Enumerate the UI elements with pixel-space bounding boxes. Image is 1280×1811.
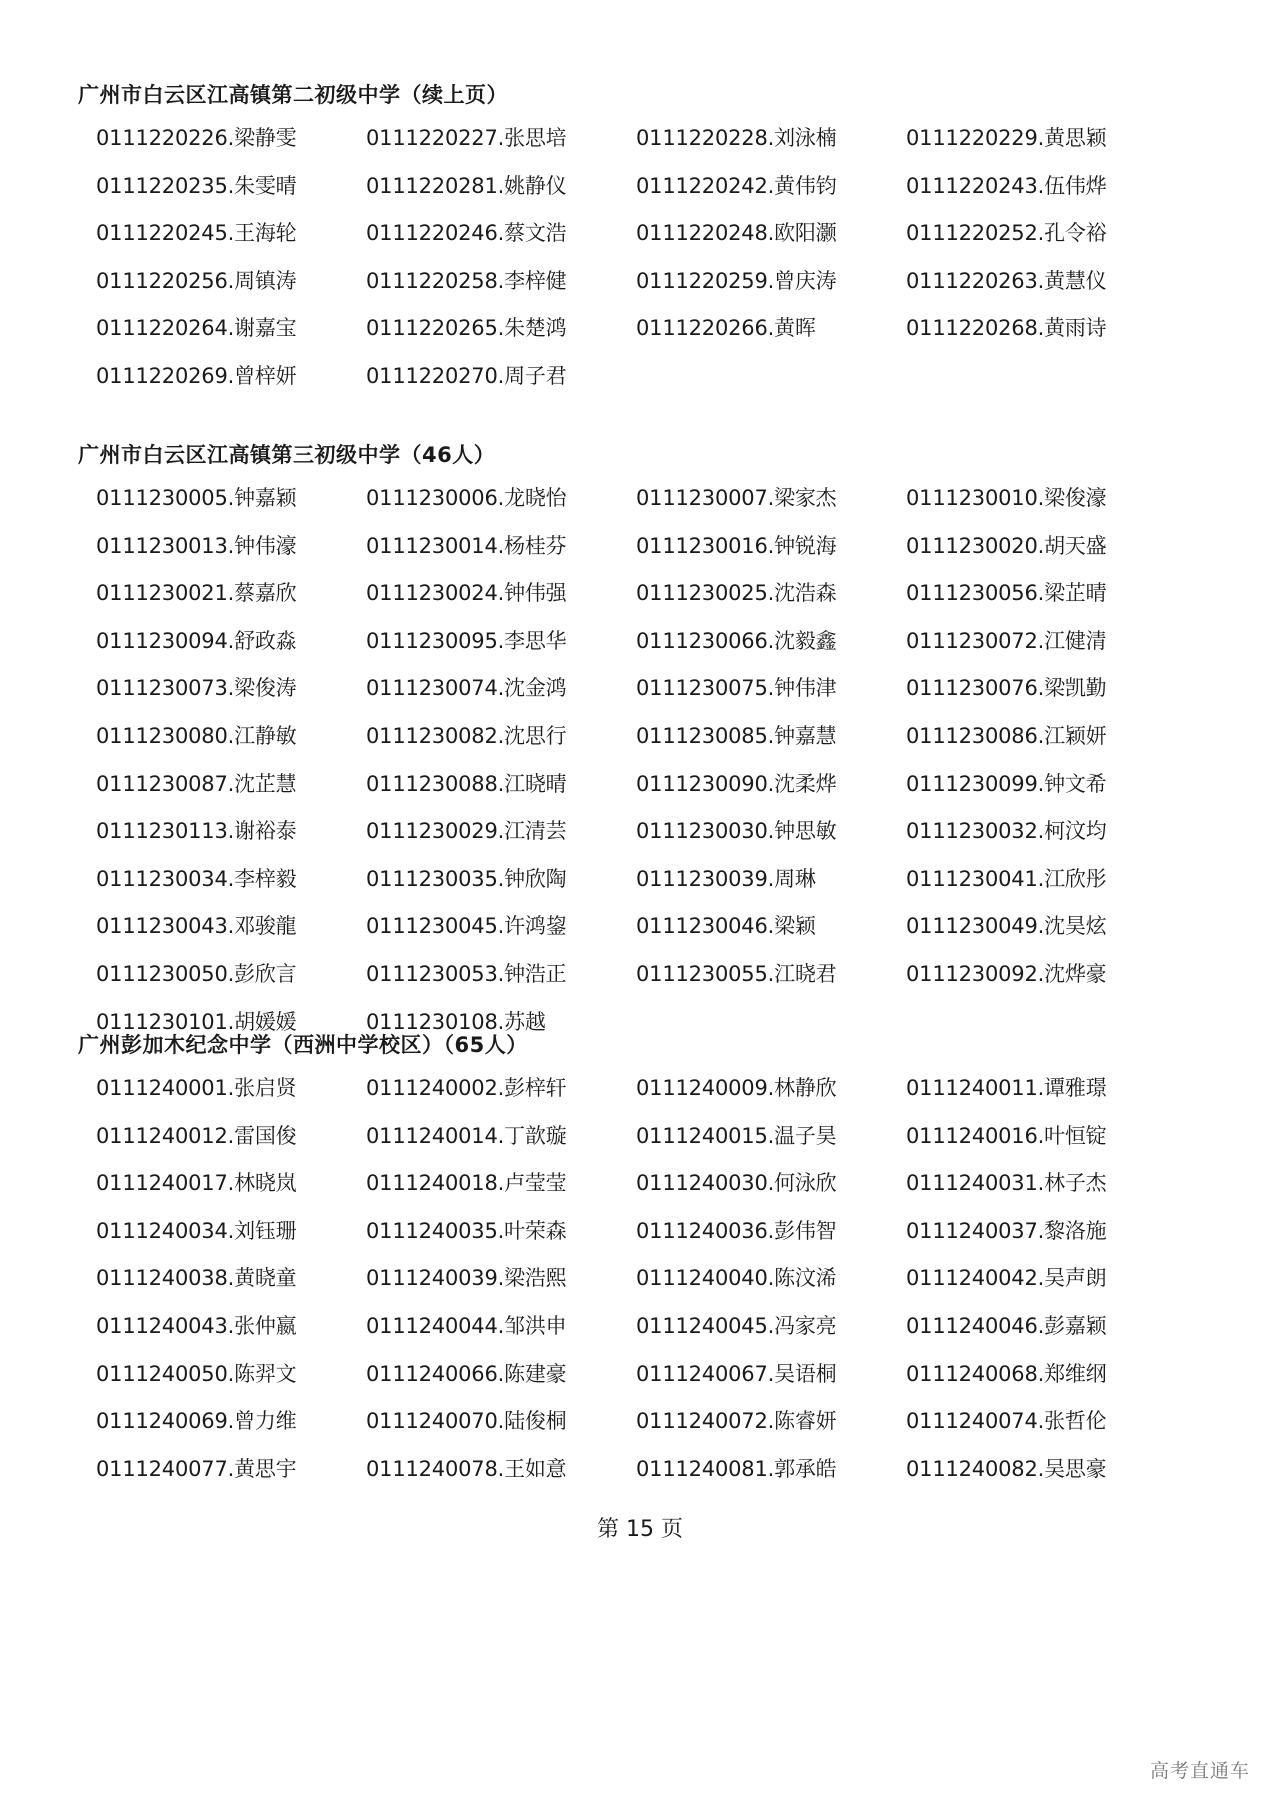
student-grid — [96, 475, 1196, 1046]
student-entry: 0111230080.江静敏 — [96, 723, 297, 748]
student-row — [96, 1113, 1196, 1161]
student-entry: 0111230013.钟伟濠 — [96, 533, 297, 558]
student-entry: 0111220229.黄思颖 — [906, 126, 1107, 150]
student-row — [96, 475, 1196, 523]
student-row — [96, 163, 1196, 211]
student-entry: 0111230025.沈浩森 — [636, 581, 837, 606]
student-entry: 0111220263.黄慧仪 — [906, 268, 1107, 293]
student-row — [96, 761, 1196, 809]
student-entry: 0111240074.张哲伦 — [906, 1409, 1107, 1434]
student-row — [96, 713, 1196, 761]
student-entry: 0111240081.郭承皓 — [636, 1456, 837, 1481]
student-entry: 0111220256.周镇涛 — [96, 268, 297, 293]
student-entry: 0111230095.李思华 — [366, 628, 567, 653]
student-entry: 0111230086.江颖妍 — [906, 723, 1107, 748]
student-row — [96, 903, 1196, 951]
student-row — [96, 1303, 1196, 1351]
student-grid — [96, 1065, 1196, 1493]
student-entry: 0111230074.沈金鸿 — [366, 676, 567, 701]
student-entry: 0111220258.李梓健 — [366, 268, 567, 293]
student-entry: 0111230094.舒政淼 — [96, 628, 297, 653]
student-entry: 0111240078.王如意 — [366, 1456, 567, 1481]
student-entry: 0111230006.龙晓怡 — [366, 486, 567, 510]
student-entry: 0111220226.梁静雯 — [96, 126, 297, 150]
section-heading: 广州彭加木纪念中学（西洲中学校区）（65人） — [78, 1033, 528, 1057]
student-entry: 0111230041.江欣彤 — [906, 866, 1107, 891]
student-entry: 0111240050.陈羿文 — [96, 1361, 297, 1386]
student-entry: 0111240077.黄思宇 — [96, 1456, 297, 1481]
student-entry: 0111220266.黄晖 — [636, 316, 816, 341]
student-entry: 0111230045.许鸿鋆 — [366, 914, 567, 939]
student-row — [96, 618, 1196, 666]
student-entry: 0111230108.苏越 — [366, 1009, 546, 1034]
student-entry: 0111240016.叶恒锭 — [906, 1123, 1107, 1148]
student-entry: 0111240042.吴声朗 — [906, 1266, 1107, 1291]
student-entry: 0111220246.蔡文浩 — [366, 221, 567, 246]
student-row — [96, 856, 1196, 904]
student-entry: 0111220242.黄伟钧 — [636, 173, 837, 198]
student-entry: 0111220252.孔令裕 — [906, 221, 1107, 246]
student-row — [96, 1160, 1196, 1208]
student-entry: 0111230029.江清芸 — [366, 819, 567, 844]
student-entry: 0111230043.邓骏龍 — [96, 914, 297, 939]
student-row — [96, 1398, 1196, 1446]
student-entry: 0111230039.周琳 — [636, 866, 816, 891]
student-entry: 0111240009.林静欣 — [636, 1076, 837, 1100]
student-entry: 0111230014.杨桂芬 — [366, 533, 567, 558]
student-row — [96, 1446, 1196, 1494]
student-row — [96, 951, 1196, 999]
student-entry: 0111230087.沈芷慧 — [96, 771, 297, 796]
student-row — [96, 1065, 1196, 1113]
student-entry: 0111230032.柯汶均 — [906, 819, 1107, 844]
watermark: 高考直通车 — [1149, 1760, 1250, 1782]
student-entry: 0111240082.吴思豪 — [906, 1456, 1107, 1481]
student-entry: 0111220270.周子君 — [366, 363, 567, 388]
student-entry: 0111220248.欧阳灏 — [636, 221, 837, 246]
student-grid — [96, 115, 1196, 401]
student-entry: 0111240046.彭嘉颖 — [906, 1313, 1107, 1338]
student-entry: 0111240070.陆俊桐 — [366, 1409, 567, 1434]
student-entry: 0111230066.沈毅鑫 — [636, 628, 837, 653]
student-entry: 0111230050.彭欣言 — [96, 961, 297, 986]
student-entry: 0111240038.黄晓童 — [96, 1266, 297, 1291]
student-row — [96, 1351, 1196, 1399]
student-entry: 0111220259.曾庆涛 — [636, 268, 837, 293]
student-entry: 0111240067.吴语桐 — [636, 1361, 837, 1386]
student-entry: 0111220227.张思培 — [366, 126, 567, 150]
student-entry: 0111240035.叶荣森 — [366, 1218, 567, 1243]
student-entry: 0111240018.卢莹莹 — [366, 1171, 567, 1196]
student-entry: 0111240030.何泳欣 — [636, 1171, 837, 1196]
student-entry: 0111230073.梁俊涛 — [96, 676, 297, 701]
student-entry: 0111230007.梁家杰 — [636, 486, 837, 510]
student-row — [96, 570, 1196, 618]
student-entry: 0111230072.江健清 — [906, 628, 1107, 653]
student-entry: 0111240066.陈建豪 — [366, 1361, 567, 1386]
student-row — [96, 210, 1196, 258]
student-entry: 0111230024.钟伟强 — [366, 581, 567, 606]
student-entry: 0111240031.林子杰 — [906, 1171, 1107, 1196]
student-entry: 0111230085.钟嘉慧 — [636, 723, 837, 748]
page-number: 第 15 页 — [597, 1517, 683, 1542]
student-row — [96, 665, 1196, 713]
student-entry: 0111230075.钟伟津 — [636, 676, 837, 701]
student-entry: 0111240043.张仲嬴 — [96, 1313, 297, 1338]
student-entry: 0111240072.陈睿妍 — [636, 1409, 837, 1434]
student-entry: 0111220235.朱雯晴 — [96, 173, 297, 198]
student-entry: 0111220269.曾梓妍 — [96, 363, 297, 388]
student-entry: 0111230020.胡天盛 — [906, 533, 1107, 558]
student-entry: 0111240045.冯家亮 — [636, 1313, 837, 1338]
student-entry: 0111230021.蔡嘉欣 — [96, 581, 297, 606]
student-entry: 0111240017.林晓岚 — [96, 1171, 297, 1196]
student-row — [96, 353, 1196, 401]
student-entry: 0111240044.邹洪申 — [366, 1313, 567, 1338]
student-entry: 0111240012.雷国俊 — [96, 1123, 297, 1148]
student-entry: 0111240034.刘钰珊 — [96, 1218, 297, 1243]
student-row — [96, 258, 1196, 306]
section-heading: 广州市白云区江高镇第三初级中学（46人） — [78, 443, 496, 467]
student-entry: 0111230088.江晓晴 — [366, 771, 567, 796]
student-entry: 0111240068.郑维纲 — [906, 1361, 1107, 1386]
student-row — [96, 1208, 1196, 1256]
student-entry: 0111230049.沈昊炫 — [906, 914, 1107, 939]
student-entry: 0111220264.谢嘉宝 — [96, 316, 297, 341]
student-entry: 0111240001.张启贤 — [96, 1076, 297, 1100]
student-entry: 0111230082.沈思行 — [366, 723, 567, 748]
student-row — [96, 808, 1196, 856]
student-entry: 0111230090.沈柔烨 — [636, 771, 837, 796]
student-entry: 0111220245.王海轮 — [96, 221, 297, 246]
student-entry: 0111240036.彭伟智 — [636, 1218, 837, 1243]
student-row — [96, 1255, 1196, 1303]
student-entry: 0111240002.彭梓轩 — [366, 1076, 567, 1100]
student-entry: 0111220268.黄雨诗 — [906, 316, 1107, 341]
student-entry: 0111230053.钟浩正 — [366, 961, 567, 986]
student-entry: 0111240011.谭雅璟 — [906, 1076, 1107, 1100]
student-entry: 0111240037.黎洛施 — [906, 1218, 1107, 1243]
student-entry: 0111230035.钟欣陶 — [366, 866, 567, 891]
student-entry: 0111230055.江晓君 — [636, 961, 837, 986]
student-entry: 0111230056.梁芷晴 — [906, 581, 1107, 606]
student-entry: 0111230076.梁凯勤 — [906, 676, 1107, 701]
student-row — [96, 115, 1196, 163]
student-entry: 0111230016.钟锐海 — [636, 533, 837, 558]
student-entry: 0111220265.朱楚鸿 — [366, 316, 567, 341]
student-entry: 0111240040.陈汶浠 — [636, 1266, 837, 1291]
student-entry: 0111230034.李梓毅 — [96, 866, 297, 891]
student-entry: 0111220228.刘泳楠 — [636, 126, 837, 150]
student-entry: 0111230030.钟思敏 — [636, 819, 837, 844]
student-entry: 0111230092.沈烨豪 — [906, 961, 1107, 986]
section-heading: 广州市白云区江高镇第二初级中学（续上页） — [78, 83, 508, 107]
student-entry: 0111240015.温子昊 — [636, 1123, 837, 1148]
student-entry: 0111220281.姚静仪 — [366, 173, 567, 198]
student-entry: 0111230005.钟嘉颖 — [96, 486, 297, 510]
student-row — [96, 523, 1196, 571]
student-entry: 0111230046.梁颖 — [636, 914, 816, 939]
student-entry: 0111240039.梁浩熙 — [366, 1266, 567, 1291]
student-entry: 0111240014.丁歆璇 — [366, 1123, 567, 1148]
student-entry: 0111230099.钟文希 — [906, 771, 1107, 796]
student-entry: 0111220243.伍伟烨 — [906, 173, 1107, 198]
student-entry: 0111230010.梁俊濠 — [906, 486, 1107, 510]
student-entry: 0111240069.曾力维 — [96, 1409, 297, 1434]
student-entry: 0111230113.谢裕泰 — [96, 819, 297, 844]
student-row — [96, 305, 1196, 353]
student-entry: 0111230101.胡媛媛 — [96, 1009, 297, 1034]
